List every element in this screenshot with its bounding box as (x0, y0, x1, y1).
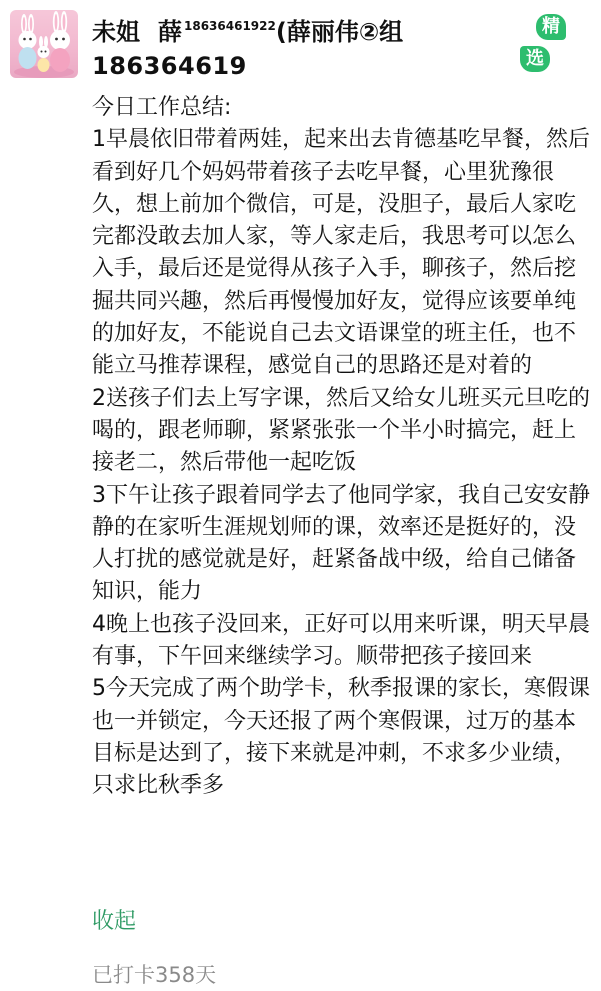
post-paragraph: 3下午让孩子跟着同学去了他同学家，我自己安安静静的在家听生涯规划师的课，效率还是挺好的，没人打扰的感觉就是好，赶紧备战中级，给自己储备知识，能力 (92, 482, 590, 605)
post-paragraph: 2送孩子们去上写字课，然后又给女儿班买元旦吃的喝的，跟老师聊，紧紧张张一个半小时搞完，赶上接老二，然后带他一起吃饭 (92, 385, 590, 476)
author-surname: 薛 (158, 18, 182, 46)
featured-badge-part2: 选 (520, 46, 550, 72)
author-id: 186364619 (92, 52, 247, 80)
author-nickname: 未姐 (92, 18, 140, 46)
post-content (92, 92, 592, 803)
post-paragraph: 4晚上也孩子没回来，正好可以用来听课，明天早晨有事，下午回来继续学习。顺带把孩子接回来 (92, 611, 590, 670)
post-paragraph: 1早晨依旧带着两娃，起来出去肯德基吃早餐，然后看到好几个妈妈带着孩子去吃早餐，心里犹豫很久，想上前加个微信，可是，没胆子，最后人家吃完都没敢去加人家，等人家走后，我思考可以怎么入手，最后还是觉得从孩子入手，聊孩子，然后挖掘共同兴趣，然后再慢慢加好友，觉得应该要单纯的加好友，不能说自己去文语课堂的班主任，也不能立马推荐课程，感觉自己的思路还是对着的 (92, 127, 590, 379)
post-paragraph: 今日工作总结: (92, 95, 232, 120)
post-paragraph: 5今天完成了两个助学卡，秋季报课的家长，寒假课也一并锁定，今天还报了两个寒假课，过万的基本目标是达到了，接下来就是冲刺，不求多少业绩，只求比秋季多 (92, 676, 590, 799)
avatar[interactable] (10, 10, 78, 78)
featured-badge-part1: 精 (536, 14, 566, 40)
author-group: (薛丽伟②组 (275, 18, 404, 46)
featured-badge (520, 14, 574, 72)
author-name[interactable] (92, 10, 512, 48)
post-header (92, 10, 512, 82)
bunny-family-avatar-icon (10, 10, 78, 78)
checkin-count: 已打卡358天 (92, 963, 217, 987)
author-phone-superscript: 18636461922 (184, 19, 276, 33)
collapse-link[interactable]: 收起 (92, 909, 137, 934)
